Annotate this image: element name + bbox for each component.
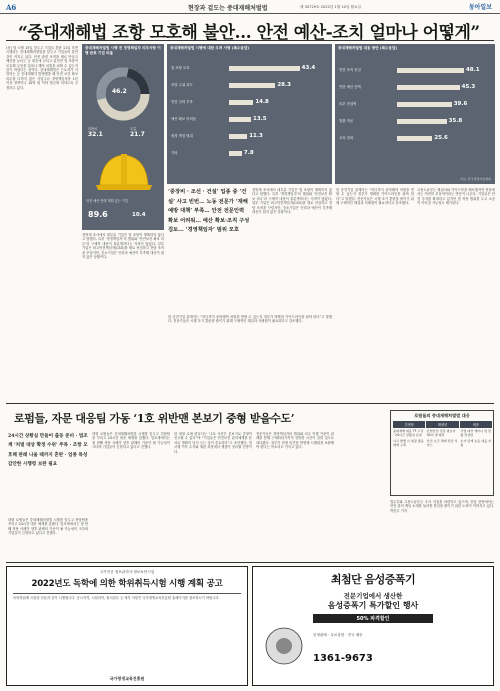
chart-a-label: 처벌 수위 과도	[171, 83, 193, 87]
ad-amp-title: 음성증폭기 특가할인 행사	[327, 601, 419, 610]
chart-a-value: 11.3	[249, 133, 263, 139]
infographic-panel-left	[82, 44, 164, 230]
chart-a-bar	[229, 151, 242, 156]
chart-b-label: 외부 컨설팅	[339, 102, 357, 106]
headline-rule	[6, 40, 494, 41]
pull-quote: ‘중장비 · 조선 · 건설’ 업종 중 ‘건설’ 사고 빈번... 노동 전문가 ‘재해 예방 대책’ 부족... 안전 전문인력 확보 어려워... 예산 확보·조직 구성 검토... ‘경영책임자’ 범위 모호	[168, 189, 250, 234]
infographic-title: 중대재해처벌법 시행 전 경영책임자 의무사항 이행 완료 기업 비율	[85, 46, 161, 55]
chart-b-value: 35.8	[448, 118, 463, 124]
sidebar-title: 로펌들의 중대재해처벌법 대응	[414, 413, 470, 418]
helmet-value-b: 10.4	[132, 212, 146, 218]
hearing-device-icon	[263, 625, 305, 667]
law-firm-sidebar	[390, 410, 494, 496]
chart-a-row	[171, 98, 327, 106]
chart-b-row	[339, 117, 491, 125]
advertisement-hearing-amp[interactable]	[252, 566, 494, 686]
sidebar-cell: 수사 단계 초동 대응 지원	[460, 439, 492, 448]
article2-column-0: 대형 로펌들은 중대재해처벌법 시행을 앞두고 전담팀을 꾸리고 24시간 대응 체계를 갖췄다. 법조계에서는 첫 번째 적용 사례가 향후 판례의 기준이 될 가능성이 크다며 기업들이 긴장하고 있다고 전했다.	[8, 518, 88, 536]
chart-b-bar	[397, 119, 447, 124]
chart-a-label: 법 조항 모호	[171, 66, 190, 70]
chart-b-row	[339, 134, 491, 142]
helmet-value: 89.6	[88, 210, 108, 219]
ad-exam-body: 독학학위제 시험을 다음과 같이 시행합니다. 응시자격, 시험과목, 원서접수 등 세부 사항은 국가평생교육진흥원 홈페이지를 참조하시기 바랍니다.	[13, 593, 241, 663]
helmet-caption: 안전 예산 증액 계획 있는 기업	[86, 199, 129, 203]
sidebar-col-head-2: 태평양	[426, 421, 458, 428]
ad-exam-org: 국가평생교육진흥원	[109, 676, 145, 681]
chart-b-row	[339, 66, 491, 74]
chart-b-row	[339, 83, 491, 91]
chart-a-value: 43.4	[301, 65, 316, 71]
chart-a-bars	[171, 64, 327, 174]
article1-column-1b: 경영계 조사에서 대부분 기업은 법 조항이 명확하지 않다고 답했다. 특히 ‘경영책임자’의 범위와 ‘안전보건 확보 의무’의 구체적 내용이 불분명하다는 지적이 많았다. 일부 기업은 최고안전책임자(CSO)를 새로 선임하고 전담 조직을 꾸렸지만, 중소기업은 인력과 예산이 부족해 대응이 쉽지 않은 상황이다.	[82, 233, 164, 260]
chart-a-bar	[229, 66, 300, 71]
chart-a-row	[171, 115, 327, 123]
article2-column-3: 전문가들은 경영책임자의 범위와 의무 이행 기준이 판례를 통해 구체화되기까지 상당한 시간이 걸릴 것으로 내다봤다. 정부가 현장 의견을 반영해 시행령을 보완해야 한다는 목소리도 커지고 있다.	[256, 432, 334, 450]
secondary-headline: 로펌들, 자문 대응팀 가동 ‘1호 위반맨 본보기 중형 받을수도’	[14, 412, 295, 425]
chart-a-row	[171, 132, 327, 140]
ad-amp-note: 한정판매 · 무료상담 · 전국 배송	[313, 633, 363, 637]
chart-a-row	[171, 81, 327, 89]
ad-divider	[6, 562, 494, 563]
ad-amp-discount: 50% 파격할인	[313, 614, 433, 623]
ad-exam-top-line: 국가인증 정보관리사·정보보안시험	[99, 570, 155, 574]
chart-a-title: 중대재해처벌법 시행에 대한 우려 사항 (복수응답)	[170, 46, 249, 50]
article1-column-2: 경영계 조사에서 대부분 기업은 법 조항이 명확하지 않다고 답했다. 특히 ‘경영책임자’의 범위와 ‘안전보건 확보 의무’의 구체적 내용이 불분명하다는 지적이 많았다. 일부 기업은 최고안전책임자(CSO)를 새로 선임하고 전담 조직을 꾸렸지만, 중소기업은 인력과 예산이 부족해 대응이 쉽지 않은 상황이다.	[252, 188, 332, 215]
chart-a-row	[171, 64, 327, 72]
chart-b-value: 25.6	[434, 135, 448, 141]
infographic-source: 자료: 한국경영자총협회	[460, 177, 491, 181]
chart-b-row	[339, 100, 491, 108]
chart-a-label: 기타	[171, 151, 178, 155]
newspaper-brand: 동아일보	[468, 4, 492, 11]
chart-a-label: 안전 인력 부족	[171, 100, 193, 104]
chart-b-bars	[339, 66, 491, 176]
section-title: 현장과 겉도는 중대재해처벌법	[188, 5, 268, 12]
chart-b-value: 48.1	[465, 67, 480, 73]
chart-a-bar	[229, 100, 253, 105]
chart-a-bar	[229, 134, 247, 139]
chart-a-value: 14.8	[255, 99, 269, 105]
chart-b-bar	[397, 85, 460, 90]
article2-column-4: 법무부와 고용노동부는 수사 지침을 마련하고 있으며, 산업 현장에서는 안전 관리 책임 소재를 둘러싼 혼선을 줄이기 위한 노력이 이어지고 있다. 박진우 기자	[390, 500, 494, 513]
chart-a-bar	[229, 117, 251, 122]
sidebar-cell: 안전 보건 체계 진단 서비스	[426, 439, 458, 448]
sidebar-col-head-1: 김앤장	[393, 421, 425, 428]
article2-column-2: 한 대형 로펌 변호사는 “1호 사건은 본보기로 중형이 선고될 수 있다”며 “기업들은 안전보건 관리체계를 문서로 명확히 남겨 두는 것이 중요하다”고 조언했다. 법 시행 이후 수사와 재판 과정에서 쟁점이 정리될 전망이다.	[174, 432, 252, 454]
chart-b-value: 39.6	[453, 101, 468, 107]
chart-a-value: 28.3	[277, 82, 291, 88]
sidebar-cell: 산업안전 전문 변호사 30여 명 배치	[426, 429, 456, 438]
chart-a-row	[171, 149, 327, 157]
ad-amp-subhead: 전문기업에서 생산한	[343, 592, 403, 600]
infographic-panel-right	[335, 44, 495, 184]
infographic-panel-middle	[167, 44, 332, 184]
sidebar-cell: 중대재해 대응 TF 구성 · 24시간 상황실 운영	[393, 429, 424, 438]
article2-column-1: 대형 로펌들은 중대재해처벌법 시행을 앞두고 전담팀을 꾸리고 24시간 대응 체계를 갖췄다. 법조계에서는 첫 번째 적용 사례가 향후 판례의 기준이 될 가능성이 크다며 기업들이 긴장하고 있다고 전했다.	[92, 432, 170, 450]
section-divider	[6, 403, 494, 404]
ad-exam-headline: 2022년도 독학에 의한 학위취득시험 시행 계획 공고	[31, 579, 223, 589]
chart-a-label: 예산 확보 어려움	[171, 117, 197, 121]
chart-b-label: 안전 조직 신설	[339, 68, 361, 72]
donut-label-1: 미완료	[88, 127, 98, 131]
chart-a-bar	[229, 83, 275, 88]
page-header	[0, 0, 500, 14]
donut-value-main: 46.2	[112, 88, 127, 95]
chart-b-value: 45.3	[461, 84, 476, 90]
chart-b-label: 교육 강화	[339, 136, 354, 140]
article1-column-3: 한 중견기업 관계자는 “어디까지 준비해야 처벌을 면할 수 있는지 정부가 명확한 가이드라인을 줘야 한다”고 말했다. 전문가들은 시행 초기 혼란을 줄이기 위해 구체적인 해설과 사례집이 필요하다고 강조했다.	[336, 188, 414, 206]
ad-amp-phone[interactable]: 1361-9673	[313, 653, 373, 664]
chart-b-bar	[397, 102, 452, 107]
donut-value-2: 32.1	[88, 131, 103, 138]
chart-b-label: 법률 자문	[339, 119, 354, 123]
page-number: A6	[6, 3, 17, 12]
chart-a-value: 7.8	[243, 150, 254, 156]
sidebar-cell: 기업 대상 세미나 및 맞춤 컨설팅	[460, 429, 492, 438]
chart-b-label: 안전 예산 증액	[339, 85, 361, 89]
issue-date: 제 30729호 2022년 1월 10일 월요일	[300, 5, 361, 9]
advertisement-exam[interactable]	[6, 566, 248, 686]
article1-column-1: (상) 법 시행 15일 앞두고 기업들 혼란 11일 후면 시행되는 중대재해처벌법을 앞두고 기업들의 불안감이 커지고 있다. 안전 관련 조직을 새로 만들고 예산을 늘리는 등 대응에 나서고 있지만 법 조항이 모호해 무엇을 얼마나 해야 처벌을 피할 수 있는지 알기 어렵다는 것이다. 중대재해법은 근로자가 사망하는 등 중대재해가 발생했을 때 안전 보건 확보 의무를 다하지 않은 사업주나 경영책임자를 1년 이상 징역이나 10억 원 이하 벌금에 처하도록 규정하고 있다.	[6, 46, 78, 90]
chart-b-bar	[397, 68, 464, 73]
sidebar-col-head-3: 세종	[460, 421, 492, 428]
chart-a-label: 원청 책임 범위	[171, 134, 193, 138]
chart-b-bar	[397, 136, 432, 141]
chart-a-value: 13.5	[253, 116, 267, 122]
secondary-lead: 24시간 상황실 만들어 출동 준비 · 법조계 ‘처벌 대상 확정 수위’ 주목 · 조항 모호해 판례 나올 때까지 혼란 · 업종 특성 감안한 시행령 보완 필요	[8, 434, 88, 468]
sidebar-cell: 사고 발생 시 현장 출동 체계 구축	[393, 439, 424, 448]
hard-hat-icon	[94, 147, 154, 197]
article1-column-2b: 한 중견기업 관계자는 “어디까지 준비해야 처벌을 면할 수 있는지 정부가 명확한 가이드라인을 줘야 한다”고 말했다. 전문가들은 시행 초기 혼란을 줄이기 위해 구체적인 해설과 사례집이 필요하다고 강조했다.	[168, 315, 332, 324]
donut-value-3: 21.7	[130, 131, 145, 138]
main-headline: “중대재해법 조항 모호해 불안… 안전 예산-조치 얼마나 어떻게”	[18, 23, 480, 43]
article1-column-4: 고용노동부는 해설서와 가이드북을 배포했지만 현장에서는 여전히 추상적이라는 반응이 나온다. 기업들은 안전 투자를 확대하고 있지만 법 적용 범위를 두고 소송이 이어질 가능성도 제기된다.	[417, 188, 495, 206]
chart-b-title: 중대재해처벌법 대응 방안 (복수응답)	[338, 46, 398, 50]
ad-amp-headline: 최첨단 음성증폭기	[330, 573, 416, 586]
donut-label-2: 모름	[130, 127, 137, 131]
